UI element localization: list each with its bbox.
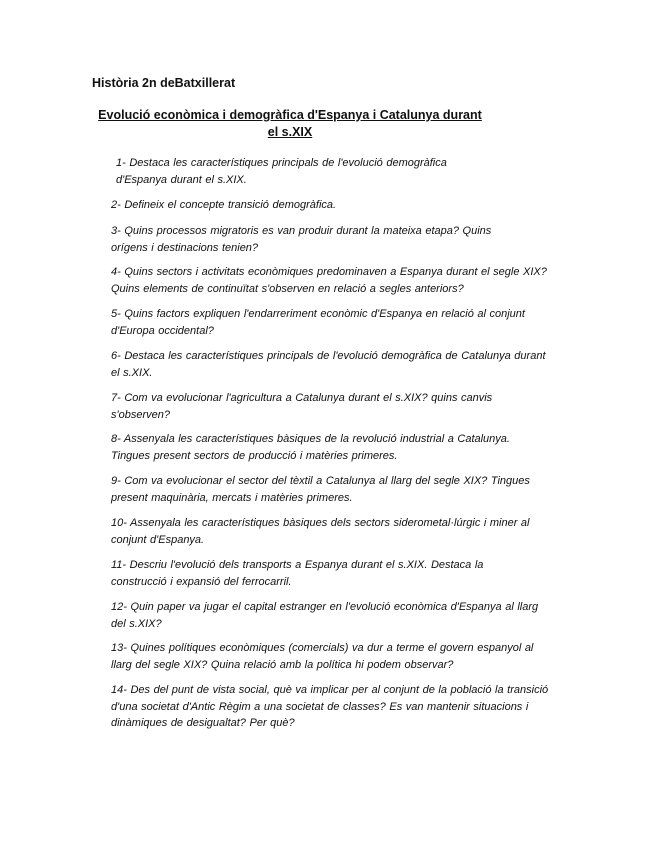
question-13: 13- Quines polítiques econòmiques (comercials) va dur a terme el govern espanyol al llarg del segle XIX? Quina relació amb la política hi podem observar? (111, 642, 534, 671)
question-10: 10- Assenyala les característiques bàsiques dels sectors siderometal·lúrgic i miner al conjunt d'Espanya. (111, 517, 530, 546)
question-11: 11- Descriu l'evolució dels transports a Espanya durant el s.XIX. Destaca la construcció i expansió del ferrocarril. (111, 559, 484, 588)
question-5: 5- Quins factors expliquen l'endarreriment econòmic d'Espanya en relació al conjunt d'Europa occidental? (111, 308, 525, 337)
question-1: 1- Destaca les característiques principals de l'evolució demogràfica d'Espanya durant el s.XIX. (116, 157, 447, 186)
document-title (88, 107, 492, 141)
question-7: 7- Com va evolucionar l'agricultura a Catalunya durant el s.XIX? quins canvis s'observen? (111, 392, 493, 421)
title-line-1: Evolució econòmica i demogràfica d'Espanya i Catalunya durant (98, 108, 482, 122)
question-9: 9- Com va evolucionar el sector del tèxtil a Catalunya al llarg del segle XIX? Tingues present maquinària, mercats i matèries primeres. (111, 475, 530, 504)
question-14: 14- Des del punt de vista social, què va implicar per al conjunt de la població la transició d'una societat d'Antic Règim a una societat de classes? Es van mantenir situacions i dinàmiques de desigualtat? Per què? (111, 684, 549, 729)
course-heading: Història 2n deBatxillerat (92, 76, 236, 90)
question-12: 12- Quin paper va jugar el capital estranger en l'evolució econòmica d'Espanya al llarg del s.XIX? (111, 601, 539, 630)
question-6: 6- Destaca les característiques principals de l'evolució demogràfica de Catalunya durant el s.XIX. (111, 350, 546, 379)
title-line-2: el s.XIX (267, 125, 313, 139)
question-2: 2- Defineix el concepte transició demogràfica. (111, 199, 337, 211)
question-3: 3- Quins processos migratoris es van produir durant la mateixa etapa? Quins orígens i destinacions tenien? (111, 225, 492, 254)
question-8: 8- Assenyala les característiques bàsiques de la revolució industrial a Catalunya. Tingues present sectors de producció i matèries primeres. (111, 433, 510, 462)
question-4: 4- Quins sectors i activitats econòmiques predominaven a Espanya durant el segle XIX? Quins elements de continuïtat s'observen en relació a segles anteriors? (111, 266, 547, 295)
